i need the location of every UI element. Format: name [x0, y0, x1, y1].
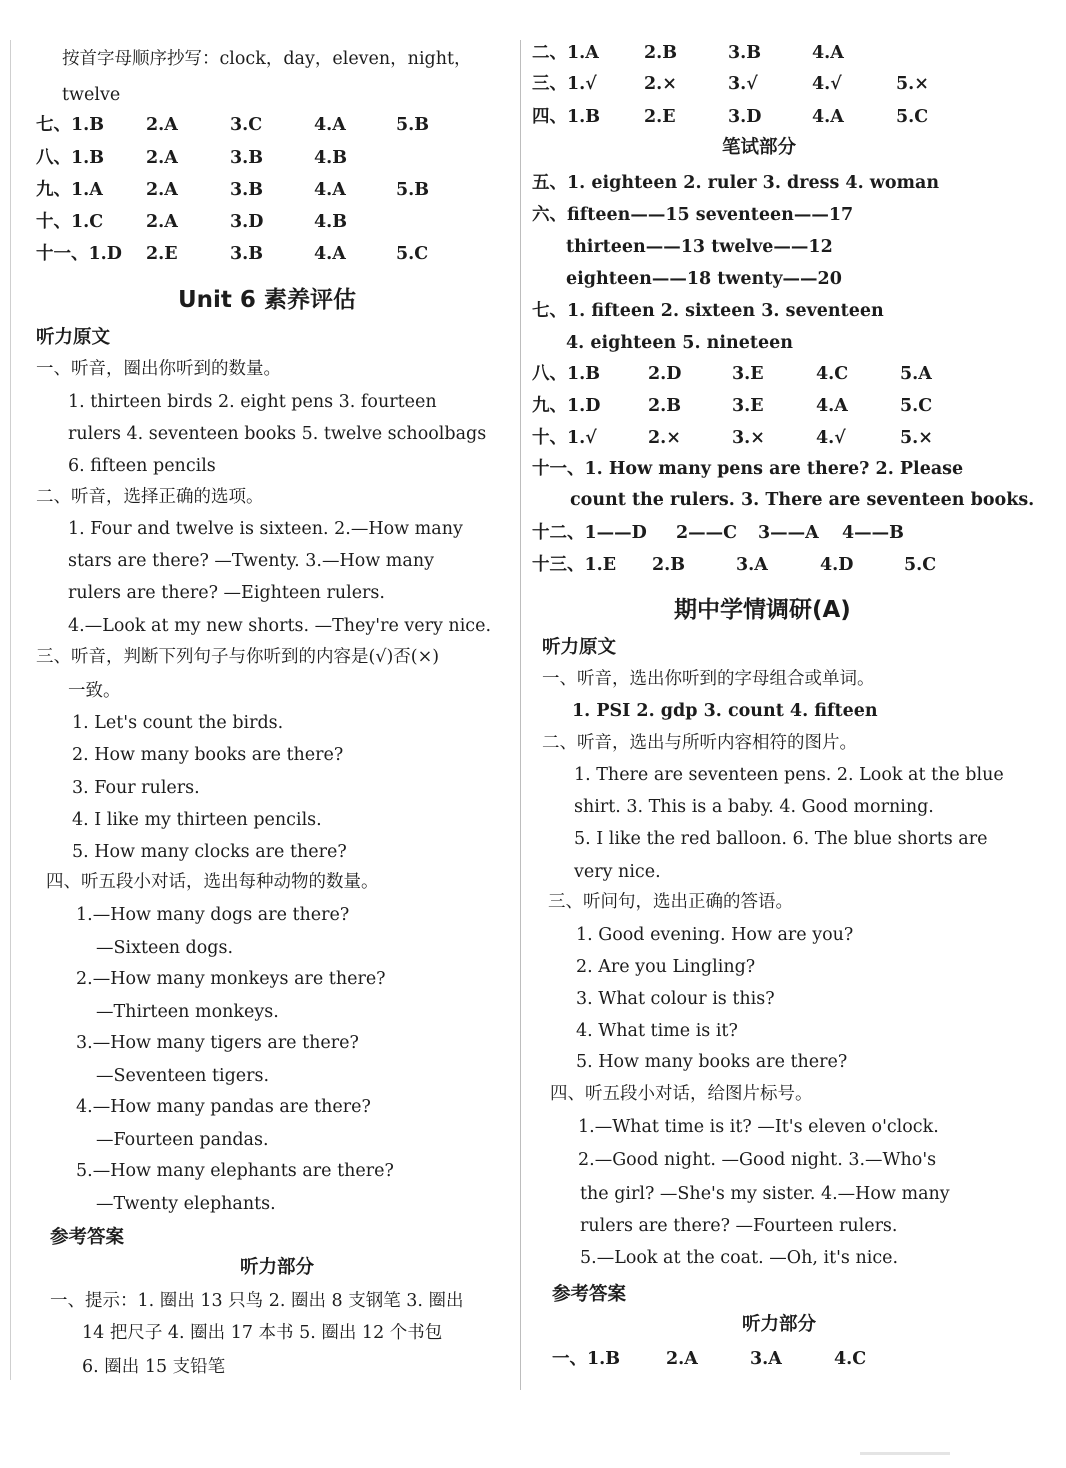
answer-cell: 二、1.A	[532, 43, 599, 63]
answer-row	[532, 395, 1032, 417]
answer-cell: 3.×	[732, 428, 765, 448]
text-line: 2. Are you Lingling?	[576, 957, 756, 977]
answer-row	[532, 427, 1032, 449]
text-line: stars are there? —Twenty. 3.—How many	[68, 551, 434, 571]
answer-cell: 4.B	[314, 212, 348, 232]
answer-row	[36, 211, 516, 233]
answer-cell: 2.×	[648, 428, 681, 448]
answer-cell: 3.B	[230, 180, 264, 200]
answer-cell: 2.E	[644, 107, 676, 127]
text-line: shirt. 3. This is a baby. 4. Good morning.	[574, 797, 934, 817]
answer-cell: 4——B	[842, 523, 904, 543]
answer-cell: 3.C	[230, 115, 263, 135]
text-line: 14 把尺子 4. 圈出 17 本书 5. 圈出 12 个书包	[82, 1323, 443, 1343]
footer-mark	[860, 1452, 950, 1455]
text-line: 1. There are seventeen pens. 2. Look at the blue	[574, 765, 1004, 785]
text-line: 2. How many books are there?	[72, 745, 344, 765]
answer-cell: 2.B	[652, 555, 686, 575]
written-part-title: 笔试部分	[722, 137, 797, 158]
section-heading: 一、听音，圈出你听到的数量。	[36, 359, 281, 379]
text-line: 4. What time is it?	[576, 1021, 738, 1041]
text-line: 1.—How many dogs are there?	[76, 905, 350, 925]
answer-cell: 2.E	[146, 244, 178, 264]
text-line: 1. Four and twelve is sixteen. 2.—How many	[68, 519, 463, 539]
text-line: 1. Good evening. How are you?	[576, 925, 854, 945]
text-line: 十一、1. How many pens are there? 2. Please	[532, 459, 964, 479]
text-line: 5.—How many elephants are there?	[76, 1161, 394, 1181]
text-line: eighteen——18 twenty——20	[566, 269, 842, 289]
answer-row	[36, 147, 516, 169]
answer-cell: 4.√	[816, 428, 846, 448]
answer-cell: 3.B	[728, 43, 762, 63]
answer-cell: 4.A	[314, 180, 346, 200]
text-line: 七、1. fifteen 2. sixteen 3. seventeen	[532, 301, 884, 321]
answer-row	[532, 522, 1032, 544]
answer-cell: 4.A	[314, 244, 346, 264]
text-line: count the rulers. 3. There are seventeen books.	[570, 490, 1035, 510]
text-line: 一、提示：1. 圈出 13 只鸟 2. 圈出 8 支钢笔 3. 圈出	[50, 1291, 464, 1311]
answer-cell: 四、1.B	[532, 107, 601, 127]
answer-cell: 2——C	[676, 523, 738, 543]
answer-cell: 4.C	[816, 364, 849, 384]
answer-cell: 十、1.√	[532, 428, 597, 448]
answer-cell: 4.A	[812, 43, 844, 63]
text-line: —Thirteen monkeys.	[96, 1002, 279, 1022]
unit-title: Unit 6 素养评估	[178, 287, 356, 313]
text-line: —Seventeen tigers.	[96, 1066, 270, 1086]
answer-cell: 3.D	[728, 107, 762, 127]
answer-row	[36, 179, 516, 201]
section-heading: 三、听音，判断下列句子与你听到的内容是(√)否(×)	[36, 647, 440, 667]
answer-cell: 3.A	[750, 1349, 782, 1369]
answer-cell: 十二、1——D	[532, 523, 647, 543]
intro-line: 按首字母顺序抄写：clock，day，eleven，night，	[62, 49, 472, 69]
text-line: rulers 4. seventeen books 5. twelve schoolbags	[68, 424, 487, 444]
answer-cell: 5.B	[396, 180, 430, 200]
answer-cell: 5.B	[396, 115, 430, 135]
listening-title: 听力原文	[542, 637, 617, 658]
text-line: 4.—How many pandas are there?	[76, 1097, 371, 1117]
answer-cell: 2.D	[648, 364, 682, 384]
answer-row	[36, 114, 516, 136]
answer-cell: 3.D	[230, 212, 264, 232]
text-line: —Twenty elephants.	[96, 1194, 276, 1214]
answer-cell: 三、1.√	[532, 74, 597, 94]
section-heading: 二、听音，选择正确的选项。	[36, 487, 264, 507]
text-line: 6. fifteen pencils	[68, 456, 216, 476]
text-line: 5.—Look at the coat. —Oh, it's nice.	[580, 1248, 899, 1268]
section-heading: 一、听音，选出你听到的字母组合或单词。	[542, 669, 875, 689]
text-line: the girl? —She's my sister. 4.—How many	[580, 1184, 950, 1204]
text-line: 3. Four rulers.	[72, 778, 200, 798]
page-edge-line	[10, 40, 11, 1380]
answer-cell: 4.D	[820, 555, 854, 575]
answer-cell: 5.A	[900, 364, 932, 384]
answer-cell: 八、1.B	[36, 148, 105, 168]
answer-row	[552, 1348, 1032, 1370]
section-heading: 四、听五段小对话，给图片标号。	[550, 1084, 813, 1104]
answer-row	[532, 363, 1032, 385]
answer-cell: 2.A	[146, 148, 178, 168]
answer-cell: 2.A	[146, 212, 178, 232]
answer-cell: 4.√	[812, 74, 842, 94]
text-line: 2.—How many monkeys are there?	[76, 969, 386, 989]
text-line: 5. I like the red balloon. 6. The blue shorts are	[574, 829, 988, 849]
answer-cell: 3.A	[736, 555, 768, 575]
answer-title: 参考答案	[50, 1227, 125, 1248]
answer-cell: 3.B	[230, 148, 264, 168]
text-line: 1. Let's count the birds.	[72, 713, 284, 733]
text-line: 4. eighteen 5. nineteen	[566, 333, 793, 353]
answer-cell: 3.√	[728, 74, 758, 94]
text-line: 一致。	[68, 681, 121, 701]
answer-cell: 3.E	[732, 396, 764, 416]
section-heading: 三、听问句，选出正确的答语。	[548, 892, 793, 912]
text-line: rulers are there? —Fourteen rulers.	[580, 1216, 898, 1236]
text-line: rulers are there? —Eighteen rulers.	[68, 583, 385, 603]
section-heading: 四、听五段小对话，选出每种动物的数量。	[46, 872, 379, 892]
answer-row	[532, 554, 1032, 576]
text-line: 4. I like my thirteen pencils.	[72, 810, 322, 830]
text-line: 六、fifteen——15 seventeen——17	[532, 205, 854, 225]
text-line: thirteen——13 twelve——12	[566, 237, 833, 257]
answer-cell: 5.C	[396, 244, 429, 264]
answer-cell: 4.A	[314, 115, 346, 135]
answer-cell: 十一、1.D	[36, 244, 122, 264]
text-line: 5. How many books are there?	[576, 1052, 848, 1072]
listening-part-title: 听力部分	[240, 1257, 315, 1278]
answer-cell: 八、1.B	[532, 364, 601, 384]
answer-cell: 2.A	[146, 180, 178, 200]
answer-row	[532, 73, 1032, 95]
text-line: 1. PSI 2. gdp 3. count 4. fifteen	[572, 701, 878, 721]
answer-cell: 七、1.B	[36, 115, 105, 135]
answer-cell: 2.×	[644, 74, 677, 94]
midterm-title: 期中学情调研(A)	[674, 597, 851, 623]
answer-cell: 2.B	[644, 43, 678, 63]
text-line: 1. thirteen birds 2. eight pens 3. fourteen	[68, 392, 437, 412]
answer-cell: 5.C	[904, 555, 937, 575]
text-line: very nice.	[574, 862, 661, 882]
answer-cell: 九、1.D	[532, 396, 601, 416]
text-line: 3. What colour is this?	[576, 989, 775, 1009]
listening-part-title: 听力部分	[742, 1314, 817, 1335]
answer-row	[36, 243, 516, 265]
text-line: 6. 圈出 15 支铅笔	[82, 1357, 226, 1377]
answer-cell: 4.B	[314, 148, 348, 168]
answer-cell: 5.C	[900, 396, 933, 416]
intro-line: twelve	[62, 85, 121, 105]
text-line: 4.—Look at my new shorts. —They're very nice.	[68, 616, 492, 636]
section-heading: 二、听音，选出与所听内容相符的图片。	[542, 733, 857, 753]
answer-cell: 5.×	[900, 428, 933, 448]
answer-cell: 一、1.B	[552, 1349, 621, 1369]
answer-title: 参考答案	[552, 1284, 627, 1305]
answer-cell: 2.A	[146, 115, 178, 135]
text-line: —Fourteen pandas.	[96, 1130, 269, 1150]
text-line: 5. How many clocks are there?	[72, 842, 347, 862]
answer-cell: 3.B	[230, 244, 264, 264]
text-line: 2.—Good night. —Good night. 3.—Who's	[578, 1150, 937, 1170]
listening-title: 听力原文	[36, 327, 111, 348]
answer-row	[532, 42, 1032, 64]
answer-cell: 3.E	[732, 364, 764, 384]
answer-row	[532, 106, 1032, 128]
answer-cell: 5.C	[896, 107, 929, 127]
text-line: 1.—What time is it? —It's eleven o'clock.	[578, 1117, 939, 1137]
answer-cell: 4.A	[816, 396, 848, 416]
column-divider	[520, 40, 521, 1390]
answer-cell: 2.A	[666, 1349, 698, 1369]
answer-cell: 3——A	[758, 523, 819, 543]
answer-cell: 十、1.C	[36, 212, 104, 232]
answer-cell: 十三、1.E	[532, 555, 617, 575]
answer-cell: 九、1.A	[36, 180, 103, 200]
text-line: —Sixteen dogs.	[96, 938, 234, 958]
text-line: 3.—How many tigers are there?	[76, 1033, 359, 1053]
text-line: 五、1. eighteen 2. ruler 3. dress 4. woman	[532, 173, 940, 193]
answer-cell: 4.A	[812, 107, 844, 127]
answer-cell: 5.×	[896, 74, 929, 94]
answer-cell: 2.B	[648, 396, 682, 416]
answer-cell: 4.C	[834, 1349, 867, 1369]
